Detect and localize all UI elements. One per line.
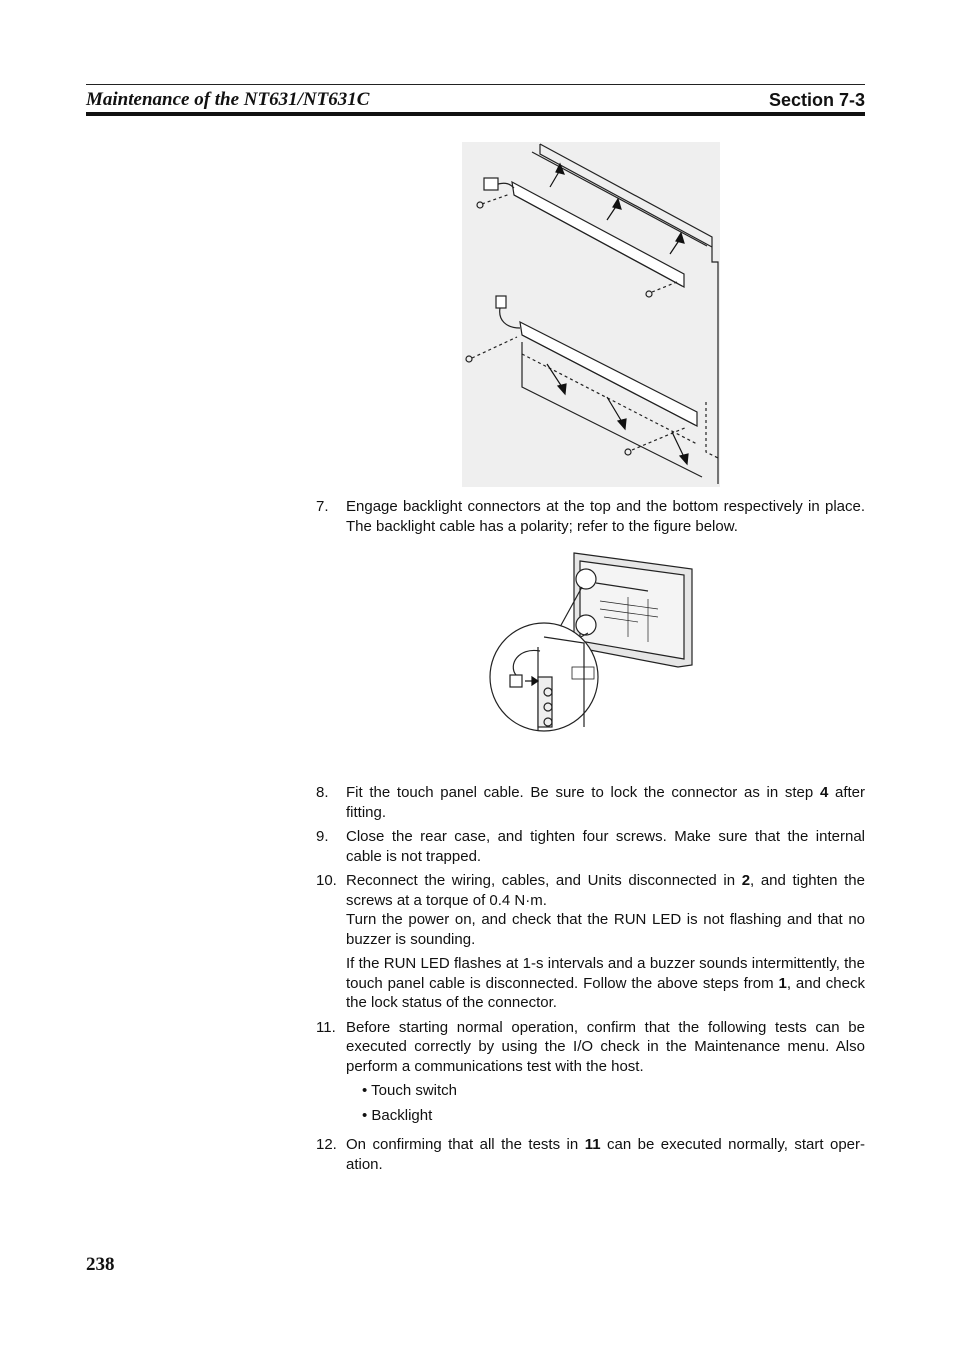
- step-text: Before starting normal operation, confirm that the following tests can be executed correctly by using the I/O check in the Maintenance menu. Also perform a communications test with the host.: [346, 1018, 865, 1075]
- running-header-section: Section 7-3: [768, 90, 865, 110]
- step-text: Turn the power on, and check that the RUN LED is not flashing and that no buzzer is sounding.: [346, 911, 865, 948]
- step-9: [316, 827, 865, 866]
- backlight-assembly-drawing: [462, 142, 720, 487]
- header-bottom-rule: [86, 112, 865, 116]
- list-item: • Backlight: [362, 1106, 433, 1124]
- connector-polarity-drawing: [488, 547, 696, 733]
- step-number: 10.: [316, 872, 337, 889]
- running-header-title: Maintenance of the NT631/NT631C: [86, 89, 370, 110]
- step-text: Engage backlight connectors at the top and the bottom respectively in place. The backlight cable has a polarity; refer to the figure below.: [346, 498, 865, 535]
- header-top-rule: [86, 84, 865, 85]
- step-7: [316, 497, 865, 536]
- step-reference: 1: [778, 974, 787, 992]
- list-item: • Touch switch: [362, 1082, 458, 1099]
- page-number: 238: [86, 1254, 115, 1275]
- connector-polarity-figure: [488, 547, 696, 733]
- step-reference: 11: [584, 1136, 601, 1153]
- step-text: Close the rear case, and tighten four screws. Make sure that the internal cable is not trapped.: [346, 828, 865, 865]
- test-list: [362, 1081, 865, 1125]
- step-number: 9.: [316, 828, 329, 845]
- step-reference: 4: [819, 784, 829, 801]
- step-number: 7.: [316, 498, 329, 515]
- step-12: 12. On confirming that all the tests in 11 can be executed normally, start oper-ation.: [316, 1136, 865, 1173]
- step-number: 11.: [316, 1018, 336, 1036]
- step-10: 10. Reconnect the wiring, cables, and Units disconnected in 2, and tighten the screws at a torque of 0.4 N·m. Turn the power on, and check that the RUN LED is not flashing and that no buzzer is sounding. If the RUN LED flashes at 1-s intervals and a buzzer sounds intermittently, the touch panel cable is disconnected. Follow the above steps from 1, and check the lock status of the connector.: [316, 872, 865, 1011]
- step-number: 12.: [316, 1136, 337, 1153]
- backlight-assembly-figure: [462, 142, 720, 487]
- step-reference: 2: [741, 872, 751, 889]
- step-number: 8.: [316, 784, 329, 801]
- step-8: 8. Fit the touch panel cable. Be sure to lock the connector as in step 4 after fitting.: [316, 784, 866, 821]
- step-11: [316, 1018, 865, 1131]
